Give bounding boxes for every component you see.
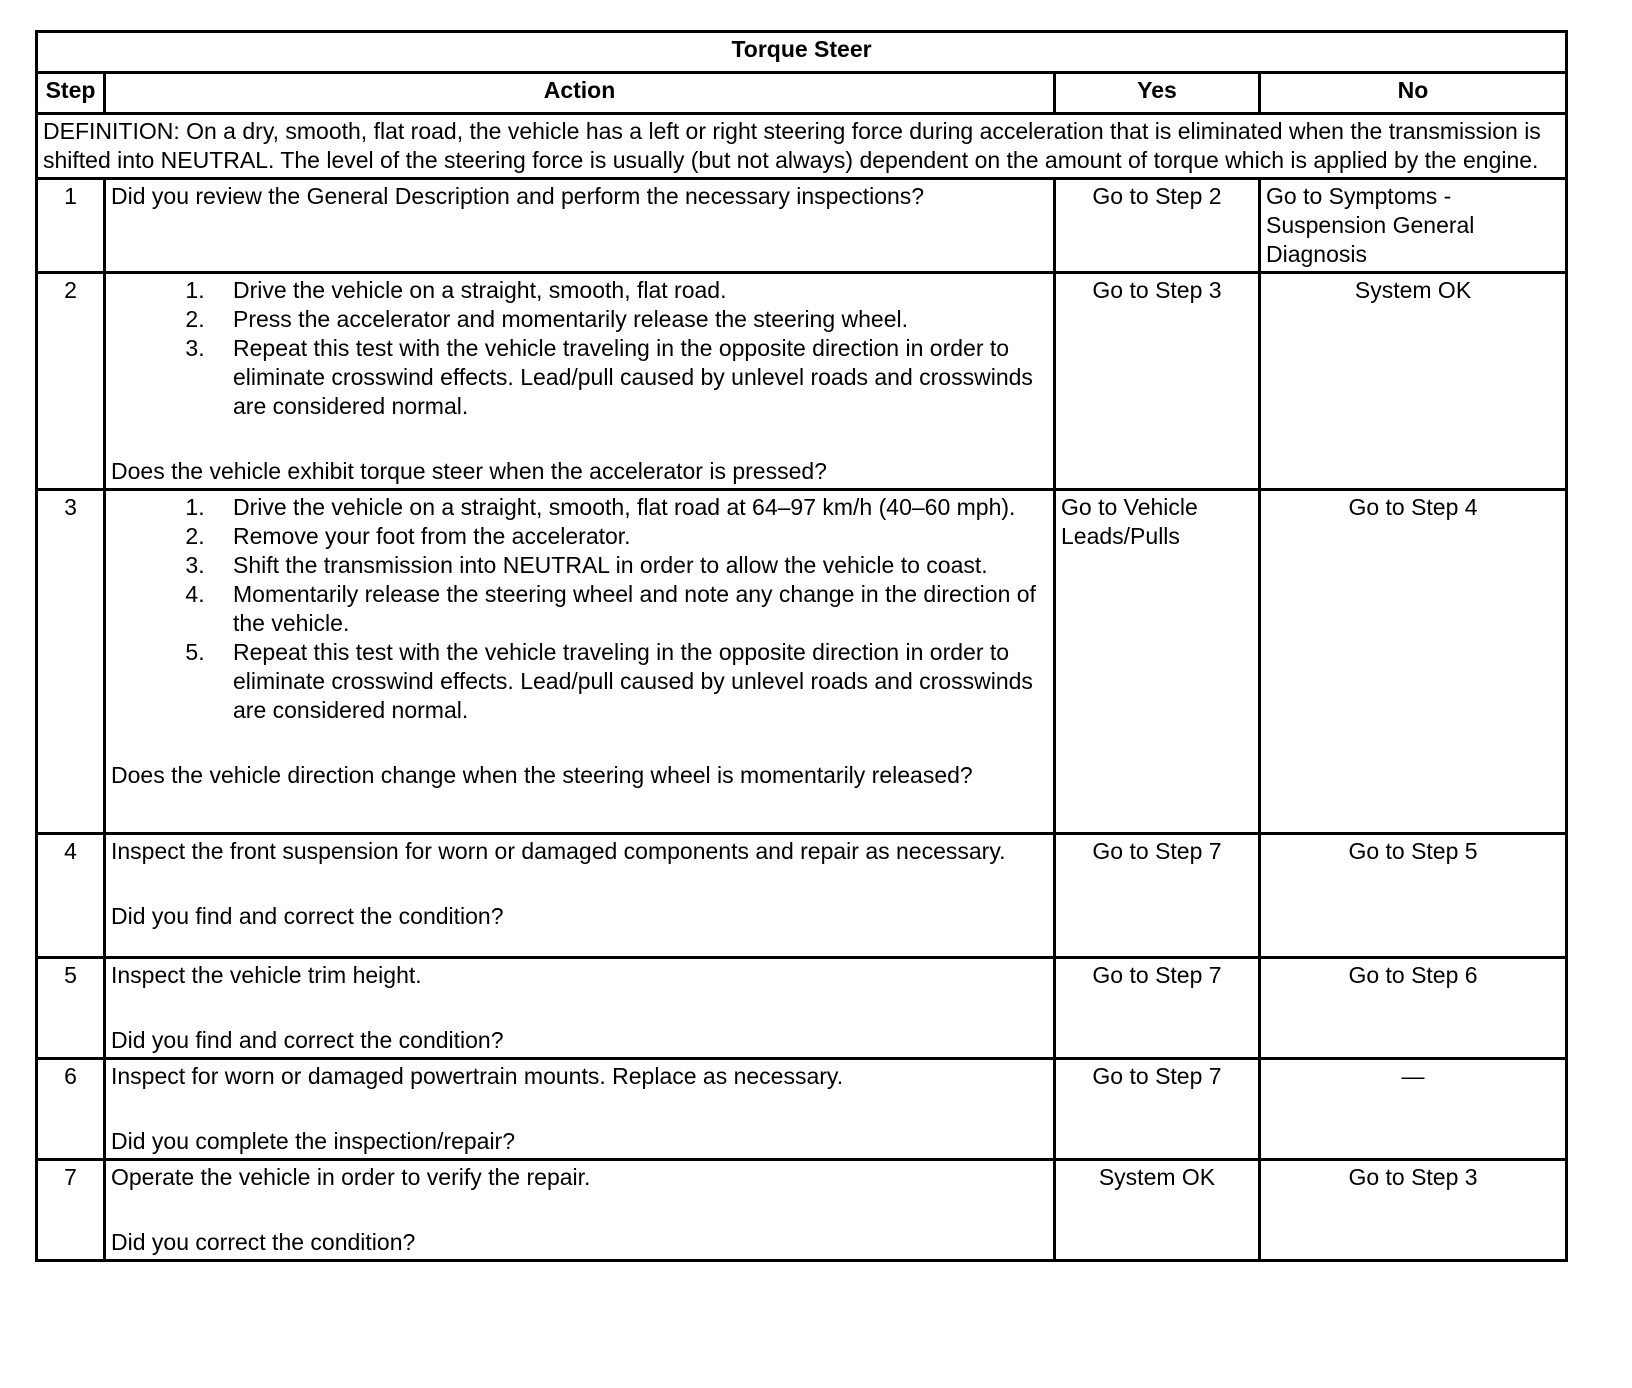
yes-cell: Go to Step 7: [1055, 958, 1260, 1059]
no-cell: Go to Step 4: [1260, 490, 1567, 834]
procedure-list: [111, 276, 1048, 421]
action-cell: [105, 958, 1055, 1059]
yes-cell: Go to Step 7: [1055, 834, 1260, 958]
list-item: 2. Remove your foot from the accelerator.: [211, 522, 1048, 551]
action-question: Did you find and correct the condition?: [111, 1027, 504, 1053]
action-cell: [105, 834, 1055, 958]
header-action: Action: [105, 73, 1055, 114]
yes-cell: System OK: [1055, 1160, 1260, 1261]
no-cell: Go to Step 3: [1260, 1160, 1567, 1261]
table-row: [37, 958, 1567, 1059]
table-row: [37, 179, 1567, 273]
yes-cell: Go to Vehicle Leads/Pulls: [1055, 490, 1260, 834]
step-number: 4: [37, 834, 105, 958]
action-intro: Operate the vehicle in order to verify the repair.: [111, 1164, 591, 1190]
header-no: No: [1260, 73, 1567, 114]
step-number: 7: [37, 1160, 105, 1261]
definition-row: [37, 114, 1567, 179]
action-intro: Did you review the General Description and perform the necessary inspections?: [111, 183, 925, 209]
yes-cell: Go to Step 2: [1055, 179, 1260, 273]
torque-steer-table: [35, 30, 1568, 1262]
diagnostic-table-container: [35, 30, 1568, 1262]
table-row: [37, 1160, 1567, 1261]
definition-text: DEFINITION: On a dry, smooth, flat road, the vehicle has a left or right steering force during acceleration that is eliminated when the transmission is shifted into NEUTRAL. The level of the steering force is usually (but not always) dependent on the amount of torque which is applied by the engine.: [37, 114, 1567, 179]
no-cell: Go to Step 6: [1260, 958, 1567, 1059]
no-cell: Go to Step 5: [1260, 834, 1567, 958]
step-number: 3: [37, 490, 105, 834]
no-cell: —: [1260, 1059, 1567, 1160]
header-row: [37, 73, 1567, 114]
no-cell: System OK: [1260, 273, 1567, 490]
title-row: [37, 32, 1567, 73]
header-yes: Yes: [1055, 73, 1260, 114]
action-question: Did you complete the inspection/repair?: [111, 1128, 516, 1154]
action-intro: Inspect the vehicle trim height.: [111, 962, 422, 988]
step-number: 2: [37, 273, 105, 490]
list-item: 2. Press the accelerator and momentarily release the steering wheel.: [211, 305, 1048, 334]
action-cell: [105, 1059, 1055, 1160]
action-question: Does the vehicle direction change when the steering wheel is momentarily released?: [111, 762, 973, 788]
list-item: 3. Repeat this test with the vehicle traveling in the opposite direction in order to eliminate crosswind effects. Lead/pull caused by unlevel roads and crosswinds are considered normal.: [211, 334, 1048, 421]
action-question: Does the vehicle exhibit torque steer when the accelerator is pressed?: [111, 458, 827, 484]
table-row: [37, 834, 1567, 958]
table-row: [37, 273, 1567, 490]
list-item: 3. Shift the transmission into NEUTRAL in order to allow the vehicle to coast.: [211, 551, 1048, 580]
step-number: 1: [37, 179, 105, 273]
action-cell: [105, 1160, 1055, 1261]
list-item: 4. Momentarily release the steering wheel and note any change in the direction of the vehicle.: [211, 580, 1048, 638]
yes-cell: Go to Step 7: [1055, 1059, 1260, 1160]
action-intro: Inspect for worn or damaged powertrain mounts. Replace as necessary.: [111, 1063, 844, 1089]
header-step: Step: [37, 73, 105, 114]
list-item: 1. Drive the vehicle on a straight, smooth, flat road.: [211, 276, 1048, 305]
table-row: [37, 490, 1567, 834]
action-cell: [105, 490, 1055, 834]
yes-cell: Go to Step 3: [1055, 273, 1260, 490]
action-cell: [105, 273, 1055, 490]
procedure-list: [111, 493, 1048, 725]
list-item: 5. Repeat this test with the vehicle traveling in the opposite direction in order to eliminate crosswind effects. Lead/pull caused by unlevel roads and crosswinds are considered normal.: [211, 638, 1048, 725]
step-number: 6: [37, 1059, 105, 1160]
action-question: Did you correct the condition?: [111, 1229, 416, 1255]
step-number: 5: [37, 958, 105, 1059]
table-title: Torque Steer: [37, 32, 1567, 73]
list-item: 1. Drive the vehicle on a straight, smooth, flat road at 64–97 km/h (40–60 mph).: [211, 493, 1048, 522]
action-cell: [105, 179, 1055, 273]
action-intro: Inspect the front suspension for worn or damaged components and repair as necessary.: [111, 838, 1006, 864]
action-question: Did you find and correct the condition?: [111, 903, 504, 929]
no-cell: Go to Symptoms - Suspension General Diagnosis: [1260, 179, 1567, 273]
table-row: [37, 1059, 1567, 1160]
